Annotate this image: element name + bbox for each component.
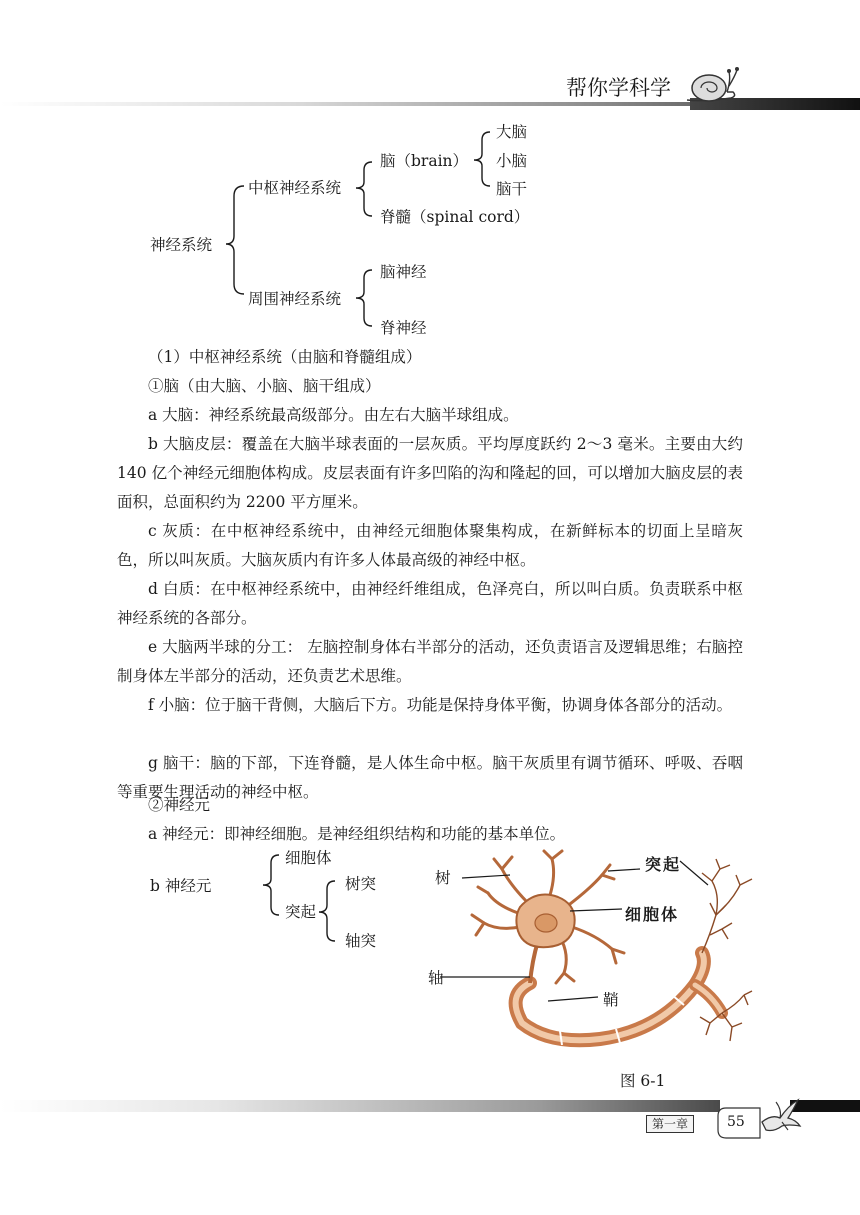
neuron-root: b 神经元 [150,877,212,895]
para-brainstem: g 脑干：脑的下部，下连脊髓，是人体生命中枢。脑干灰质里有调节循环、呼吸、吞咽等重要生理活动的神经中枢。 [117,754,743,801]
snail-icon [683,62,743,106]
tree-brain: 脑（brain） [380,152,469,170]
heading-neuron: ②神经元 [148,796,211,814]
tree-spinal: 脊髓（spinal cord） [380,208,530,226]
tree-cranial: 脑神经 [380,263,427,281]
bird-icon [758,1096,802,1136]
para-hemispheres: e 大脑两半球的分工： 左脑控制身体右半部分的活动，还负责语言及逻辑思维；右脑控制身体左半部分的活动，还负责艺术思维。 [117,638,743,685]
neuron-process: 突起 [285,903,317,921]
tree-peripheral: 周围神经系统 [248,290,342,308]
tree-cerebellum: 小脑 [496,152,528,170]
figure-label-process: 突起 [645,855,682,874]
neuron-dendrite: 树突 [345,875,377,893]
neuron-axon: 轴突 [345,932,377,950]
chapter-tab: 第一章 [646,1115,694,1133]
para-gray-matter: c 灰质：在中枢神经系统中，由神经元细胞体聚集构成，在新鲜标本的切面上呈暗灰色，所以叫灰质。大脑灰质内有许多人体最高级的神经中枢。 [117,522,743,569]
para-cerebellum: f 小脑：位于脑干背侧，大脑后下方。功能是保持身体平衡，协调身体各部分的活动。 [148,696,733,714]
tree-cerebrum: 大脑 [496,123,528,141]
footer-rule [0,1100,720,1112]
figure-label-axon: 轴 [428,969,444,987]
neuron-illustration [440,845,770,1060]
figure-caption: 图 6-1 [620,1072,666,1090]
para-cerebrum: a 大脑：神经系统最高级部分。由左右大脑半球组成。 [148,406,519,424]
para-cortex: b 大脑皮层：覆盖在大脑半球表面的一层灰质。平均厚度跃约 2～3 毫米。主要由大约 140 亿个神经元细胞体构成。皮层表面有许多凹陷的沟和隆起的回，可以增加大脑皮层的表面积，总面积约为 2200 平方厘米。 [117,435,743,511]
figure-label-tree: 树 [435,869,451,887]
header-title: 帮你学科学 [566,76,671,100]
page-number: 55 [727,1114,745,1130]
heading-brain: ①脑（由大脑、小脑、脑干组成） [148,377,381,395]
tree-brainstem: 脑干 [496,180,528,198]
heading-central: （1）中枢神经系统（由脑和脊髓组成） [148,348,422,366]
tree-central: 中枢神经系统 [248,179,342,197]
tree-spinal-nerve: 脊神经 [380,319,427,337]
figure-label-sheath: 鞘 [603,991,619,1009]
tree-root: 神经系统 [150,236,213,254]
figure-label-cellbody: 细胞体 [625,905,680,924]
para-neuron: a 神经元：即神经细胞。是神经组织结构和功能的基本单位。 [148,825,566,843]
para-white-matter: d 白质：在中枢神经系统中，由神经纤维组成，色泽亮白，所以叫白质。负责联系中枢神经系统的各部分。 [117,580,743,627]
neuron-cell-body: 细胞体 [285,849,332,867]
